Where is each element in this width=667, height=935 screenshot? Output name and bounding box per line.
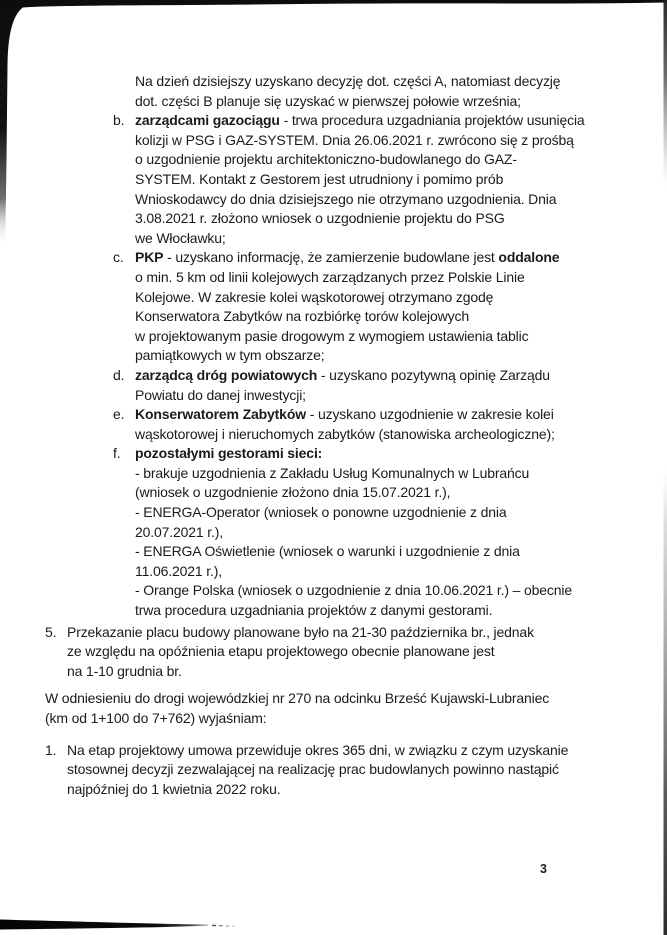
item-marker: f. [113,445,121,462]
list-item-1 [0,741,667,800]
text-line: 3.08.2021 r. złożono wniosek o uzgodnienie projektu do PSG [135,210,505,227]
text-line: w projektowanym pasie drogowym z wymogiem ustawienia tablic [135,327,529,344]
list-item-5 [0,623,667,682]
text-line: SYSTEM. Kontakt z Gestorem jest utrudniony i pomimo prób [135,170,504,187]
text-line: Na dzień dzisiejszy uzyskano decyzję dot. części A, natomiast decyzję [135,73,561,89]
item-lead-bold: Konserwatorem Zabytków [135,406,306,423]
item-marker: 5. [45,623,57,640]
text-line: o min. 5 km od linii kolejowych zarządzanych przez Polskie Linie [135,268,525,285]
text-line: - ENERGA Oświetlenie (wniosek o warunki i uzgodnienie z dnia [135,543,520,560]
text-line: kolizji w PSG i GAZ-SYSTEM. Dnia 26.06.2021 r. zwrócono się z prośbą [135,131,574,148]
item-bold-word: oddalone [498,249,560,266]
text-line: stosownej decyzji zezwalającej na realizację prac budowlanych powinno nastąpić [67,761,559,778]
text-line: trwa procedura uzgadniania projektów z danymi gestorami. [135,602,493,619]
item-text: Na etap projektowy umowa przewiduje okres 365 dni, w związku z czym uzyskanie [67,741,569,758]
item-lead-rest: - uzyskano uzgodnienie w zakresie kolei [305,406,554,423]
item-lead-bold: zarządcami gazociągu [135,112,280,129]
item-text: Przekazanie placu budowy planowane było na 21-30 października br., jednak [67,623,534,640]
text-line [0,741,667,761]
item-marker: b. [113,112,125,129]
text-line: na 1-10 grudnia br. [67,662,182,679]
text-line [0,444,667,464]
document-body [0,72,667,799]
text-line [0,248,667,268]
text-line: 20.07.2021 r.), [135,523,224,540]
item-lead-bold: pozostałymi gestorami sieci: [135,445,323,462]
text-line: Kolejowe. W zakresie kolei wąskotorowej otrzymano zgodę [135,288,494,305]
text-line: - brakuje uzgodnienia z Zakładu Usług Komunalnych w Lubrańcu [135,464,530,481]
text-line: Powiatu do danej inwestycji; [135,386,306,403]
item-lead-bold: zarządcą dróg powiatowych [135,366,318,383]
text-line: (km od 1+100 do 7+762) wyjaśniam: [45,710,267,726]
text-line: W odniesieniu do drogi wojewódzkiej nr 270 na odcinku Brześć Kujawski-Lubraniec [45,690,550,707]
text-line: 11.06.2021 r.), [135,562,223,579]
list-item-e [0,405,667,444]
text-line: - Orange Polska (wniosek o uzgodnienie z dnia 10.06.2021 r.) – obecnie [135,582,573,599]
list-item-c [0,248,667,366]
list-item-f [0,444,667,620]
page-number: 3 [540,862,547,876]
item-marker: 1. [45,741,57,758]
item-marker: c. [113,249,124,266]
item-lead-rest: - uzyskano pozytywną opinię Zarządu [317,366,550,383]
list-item-b [0,111,667,248]
text-line: o uzgodnienie projektu architektoniczno-budowlanego do GAZ- [135,151,517,168]
paragraph-item-a-continuation [0,72,667,111]
item-lead-mid: - uzyskano informację, że zamierzenie budowlane jest [163,249,499,266]
text-line: Konserwatora Zabytków na rozbiórkę torów kolejowych [135,308,469,325]
text-line: - ENERGA-Operator (wniosek o ponowne uzgodnienie z dnia [135,504,507,521]
item-marker: d. [113,366,125,383]
scan-bottom-edge [0,920,208,930]
text-line: (wniosek o uzgodnienie złożono dnia 15.07.2021 r.), [135,484,451,501]
text-line: dot. części B planuje się uzyskać w pierwszej połowie września; [135,92,521,109]
text-line [0,366,667,386]
text-line: najpóźniej do 1 kwietnia 2022 roku. [67,780,281,797]
list-item-d [0,366,667,405]
text-line: pamiątkowych w tym obszarze; [135,347,325,364]
text-line: wąskotorowej i nieruchomych zabytków (stanowiska archeologiczne); [135,425,555,442]
text-line: Wnioskodawcy do dnia dzisiejszego nie otrzymano uzgodnienia. Dnia [135,190,557,207]
text-line [0,623,667,643]
scan-top-edge [0,0,667,13]
text-line: ze względu na opóźnienia etapu projektowego obecnie planowane jest [67,643,495,660]
text-line: we Włocławku; [135,229,226,246]
item-marker: e. [113,406,125,423]
text-line [0,111,667,131]
paragraph-road-section [0,689,667,728]
text-line [0,405,667,425]
item-lead-bold: PKP [135,249,164,266]
item-lead-rest: - trwa procedura uzgadniania projektów usunięcia [279,112,585,129]
